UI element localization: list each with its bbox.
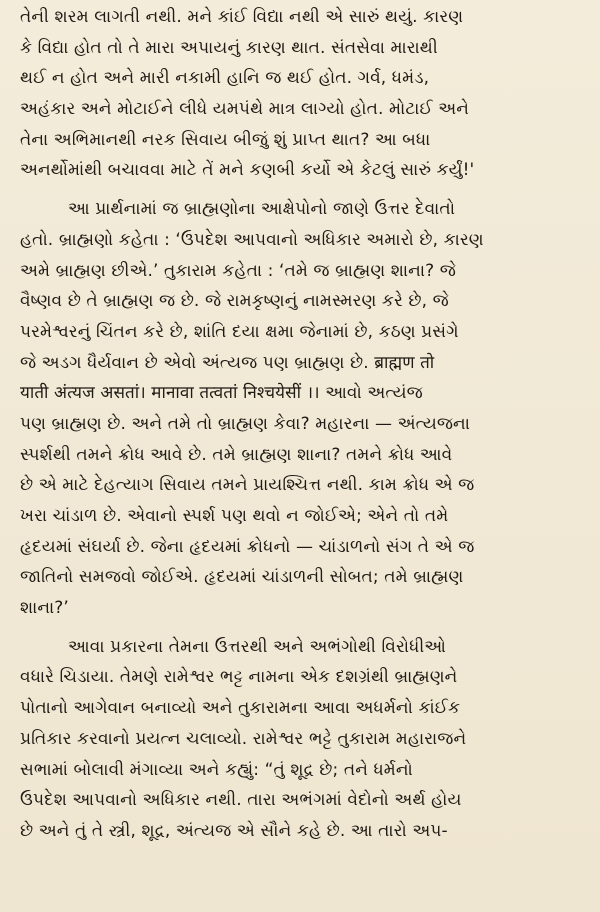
- text-line: જે અડગ ધૈર્યવાન છે એવો અંત્યજ પણ બ્રાહ્મણ છે. ब्राह्मण तो: [20, 352, 435, 373]
- text-line: અમે બ્રાહ્મણ છીએ.’ તુકારામ કહેતા : ‘તમે જ બ્રાહ્મણ શાના? જે: [20, 260, 456, 281]
- text-line: છે અને તું તે સ્ત્રી, શૂદ્ર, અંત્યજ એ સૌને કહે છે. આ તારો અપ-: [20, 820, 448, 841]
- text-line: સ્પર્શથી તમને ક્રોધ આવે છે. તમે બ્રાહ્મણ શાના? તમને ક્રોધ આવે: [20, 444, 453, 465]
- text-line: વધારે ચિડાયા. તેમણે રામેશ્વર ભટ્ટ નામના એક દશગ્રંથી બ્રાહ્મણને: [20, 667, 458, 688]
- text-line: આવા પ્રકારના તેમના ઉત્તરથી અને અભંગોથી વિરોધીઓ: [68, 636, 447, 657]
- text-line: વૈષ્ણવ છે તે બ્રાહ્મણ જ છે. જે રામકૃષ્ણનું નામસ્મરણ કરે છે, જે: [20, 291, 449, 312]
- text-line: પ્રતિકાર કરવાનો પ્રયત્ન ચલાવ્યો. રામેશ્વર ભટ્ટે તુકારામ મહારાજને: [20, 728, 467, 749]
- text-line: છે એ માટે દેહત્યાગ સિવાય તમને પ્રાયશ્ચિત્ત નથી. કામ ક્રોધ એ જ: [20, 475, 475, 496]
- text-line: ખરા ચાંડાળ છે. એવાનો સ્પર્શ પણ થવો ન જોઈએ; એને તો તમે: [20, 506, 449, 526]
- paragraph: [20, 632, 582, 847]
- text-line: તેની શરમ લાગતી નથી. મને કાંઈ વિદ્યા નથી એ સારું થયું. કારણ: [20, 7, 464, 27]
- page-body-text: [20, 2, 582, 847]
- text-line: શાના?’: [20, 598, 69, 619]
- text-line: અહંકાર અને મોટાઈને લીધે યમપંથે માત્ર લાગ્યો હોત. મોટાઈ અને: [20, 99, 470, 120]
- paragraph: [20, 2, 582, 186]
- text-line: આ પ્રાર્થનામાં જ બ્રાહ્મણોના આક્ષેપોનો જાણે ઉત્તર દેવાતો: [68, 199, 456, 220]
- text-line: હતો. બ્રાહ્મણો કહેતા : ‘ઉપદેશ આપવાનો અધિકાર અમારો છે, કારણ: [20, 229, 484, 250]
- paragraph: [20, 194, 582, 624]
- text-line: કે વિદ્યા હોત તો તે મારા અપાયનું કારણ થાત. સંતસેવા મારાથી: [20, 37, 438, 58]
- text-line: સભામાં બોલાવી મંગાવ્યા અને કહ્યું: “તું શૂદ્ર છે; તને ધર્મનો: [20, 759, 413, 780]
- text-line: થઈ ન હોત અને મારી નકામી હાનિ જ થઈ હોત. ગર્વ, ધમંડ,: [20, 68, 430, 89]
- text-line: અનર્થોમાંથી બચાવવા માટે તેં મને કણબી કર્યો એ કેટલું સારું કર્યું!': [20, 160, 475, 181]
- text-line: પોતાનો આગેવાન બનાવ્યો અને તુકારામના આવા અધર્મનો કાંઈક: [20, 698, 461, 719]
- paragraph-gap: [20, 624, 582, 632]
- text-line: પરમેશ્વરનું ચિંતન કરે છે, શાંતિ દયા ક્ષમા જેનામાં છે, કઠણ પ્રસંગે: [20, 321, 459, 342]
- text-line: याती अंत्यज असतां। मानावा तत्वतां निश्चयेसीं ।। આવો અત્યંજ: [20, 383, 423, 404]
- text-line: જાતિનો સમજવો જોઈએ. હૃદયમાં ચાંડાળની સોબત; તમે બ્રાહ્મણ: [20, 567, 464, 588]
- text-line: તેના અભિમાનથી નરક સિવાય બીજું શું પ્રાપ્ત થાત? આ બધા: [20, 129, 431, 150]
- text-line: હૃદયમાં સંઘર્યા છે. જેના હૃદયમાં ક્રોધનો — ચાંડાળનો સંગ તે એ જ: [20, 536, 475, 557]
- text-line: પણ બ્રાહ્મણ છે. અને તમે તો બ્રાહ્મણ કેવા? મહારના — અંત્યજના: [20, 413, 470, 434]
- paragraph-gap: [20, 186, 582, 194]
- text-line: ઉપદેશ આપવાનો અધિકાર નથી. તારા અભંગમાં વેદોનો અર્થ હોય: [20, 790, 462, 811]
